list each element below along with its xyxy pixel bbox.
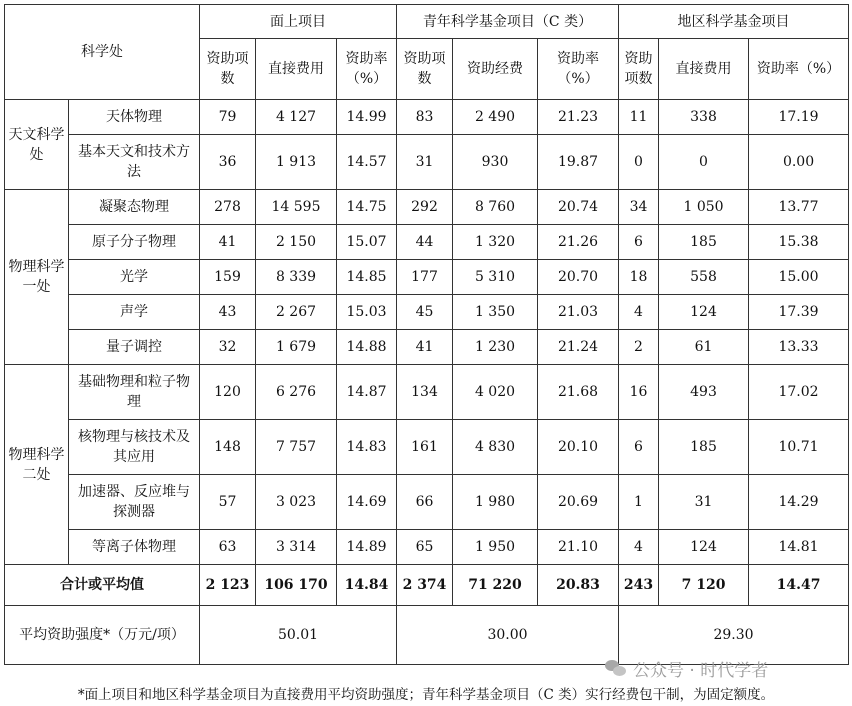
value-cell: 6 276 <box>256 365 337 420</box>
value-cell: 120 <box>200 365 256 420</box>
value-cell: 3 314 <box>256 530 337 565</box>
value-cell: 16 <box>619 365 659 420</box>
value-cell: 14.69 <box>337 475 397 530</box>
value-cell: 1 350 <box>453 295 538 330</box>
value-cell: 45 <box>397 295 453 330</box>
value-cell: 63 <box>200 530 256 565</box>
value-cell: 161 <box>397 420 453 475</box>
header-youth: 青年科学基金项目（C 类） <box>397 5 619 39</box>
value-cell: 34 <box>619 190 659 225</box>
value-cell: 0 <box>659 135 749 190</box>
average-general: 50.01 <box>200 606 397 665</box>
table-row <box>5 190 849 225</box>
value-cell: 4 127 <box>256 100 337 135</box>
value-cell: 338 <box>659 100 749 135</box>
value-cell: 2 150 <box>256 225 337 260</box>
total-value: 2 374 <box>397 565 453 606</box>
total-label: 合计或平均值 <box>5 565 200 606</box>
header-general-count: 资助项数 <box>200 39 256 100</box>
header-region-count: 资助项数 <box>619 39 659 100</box>
value-cell: 14.75 <box>337 190 397 225</box>
value-cell: 20.10 <box>538 420 619 475</box>
field-name: 基础物理和粒子物理 <box>69 365 200 420</box>
value-cell: 13.33 <box>749 330 849 365</box>
funding-table <box>4 4 849 665</box>
total-value: 14.84 <box>337 565 397 606</box>
table-row <box>5 100 849 135</box>
value-cell: 20.70 <box>538 260 619 295</box>
field-name: 等离子体物理 <box>69 530 200 565</box>
value-cell: 2 <box>619 330 659 365</box>
value-cell: 32 <box>200 330 256 365</box>
table-row <box>5 530 849 565</box>
average-label: 平均资助强度*（万元/项） <box>5 606 200 665</box>
value-cell: 124 <box>659 295 749 330</box>
table-row <box>5 475 849 530</box>
value-cell: 20.69 <box>538 475 619 530</box>
value-cell: 19.87 <box>538 135 619 190</box>
field-name: 核物理与核技术及其应用 <box>69 420 200 475</box>
value-cell: 2 490 <box>453 100 538 135</box>
header-youth-funding: 资助经费 <box>453 39 538 100</box>
value-cell: 14.81 <box>749 530 849 565</box>
header-youth-rate: 资助率（%） <box>538 39 619 100</box>
field-name: 加速器、反应堆与探测器 <box>69 475 200 530</box>
value-cell: 14.88 <box>337 330 397 365</box>
value-cell: 13.77 <box>749 190 849 225</box>
value-cell: 18 <box>619 260 659 295</box>
value-cell: 14.85 <box>337 260 397 295</box>
value-cell: 21.26 <box>538 225 619 260</box>
value-cell: 15.38 <box>749 225 849 260</box>
field-name: 凝聚态物理 <box>69 190 200 225</box>
total-value: 14.47 <box>749 565 849 606</box>
value-cell: 7 757 <box>256 420 337 475</box>
value-cell: 10.71 <box>749 420 849 475</box>
value-cell: 14.99 <box>337 100 397 135</box>
group-name: 天文科学处 <box>5 100 69 190</box>
value-cell: 4 <box>619 530 659 565</box>
value-cell: 65 <box>397 530 453 565</box>
total-value: 106 170 <box>256 565 337 606</box>
value-cell: 21.03 <box>538 295 619 330</box>
value-cell: 930 <box>453 135 538 190</box>
value-cell: 21.68 <box>538 365 619 420</box>
table-row <box>5 420 849 475</box>
value-cell: 4 <box>619 295 659 330</box>
group-name: 物理科学二处 <box>5 365 69 565</box>
value-cell: 43 <box>200 295 256 330</box>
value-cell: 4 020 <box>453 365 538 420</box>
value-cell: 41 <box>200 225 256 260</box>
value-cell: 61 <box>659 330 749 365</box>
value-cell: 20.74 <box>538 190 619 225</box>
value-cell: 57 <box>200 475 256 530</box>
value-cell: 1 <box>619 475 659 530</box>
value-cell: 185 <box>659 225 749 260</box>
value-cell: 1 320 <box>453 225 538 260</box>
field-name: 量子调控 <box>69 330 200 365</box>
total-value: 7 120 <box>659 565 749 606</box>
total-value: 2 123 <box>200 565 256 606</box>
value-cell: 8 760 <box>453 190 538 225</box>
value-cell: 17.39 <box>749 295 849 330</box>
value-cell: 17.19 <box>749 100 849 135</box>
value-cell: 14.87 <box>337 365 397 420</box>
value-cell: 31 <box>659 475 749 530</box>
value-cell: 14.89 <box>337 530 397 565</box>
value-cell: 11 <box>619 100 659 135</box>
average-youth: 30.00 <box>397 606 619 665</box>
value-cell: 177 <box>397 260 453 295</box>
header-region-rate: 资助率（%） <box>749 39 849 100</box>
header-youth-count: 资助项数 <box>397 39 453 100</box>
value-cell: 17.02 <box>749 365 849 420</box>
value-cell: 44 <box>397 225 453 260</box>
value-cell: 8 339 <box>256 260 337 295</box>
value-cell: 36 <box>200 135 256 190</box>
value-cell: 1 679 <box>256 330 337 365</box>
header-region-cost: 直接费用 <box>659 39 749 100</box>
value-cell: 21.24 <box>538 330 619 365</box>
value-cell: 6 <box>619 225 659 260</box>
value-cell: 558 <box>659 260 749 295</box>
watermark-text: 公众号 · 时代学者 <box>633 660 769 681</box>
total-row <box>5 565 849 606</box>
table-row <box>5 260 849 295</box>
value-cell: 41 <box>397 330 453 365</box>
value-cell: 5 310 <box>453 260 538 295</box>
value-cell: 1 050 <box>659 190 749 225</box>
wechat-icon <box>605 657 627 679</box>
value-cell: 15.00 <box>749 260 849 295</box>
total-value: 71 220 <box>453 565 538 606</box>
value-cell: 0 <box>619 135 659 190</box>
value-cell: 1 980 <box>453 475 538 530</box>
value-cell: 0.00 <box>749 135 849 190</box>
value-cell: 1 913 <box>256 135 337 190</box>
value-cell: 148 <box>200 420 256 475</box>
field-name: 基本天文和技术方法 <box>69 135 200 190</box>
value-cell: 124 <box>659 530 749 565</box>
total-value: 243 <box>619 565 659 606</box>
value-cell: 185 <box>659 420 749 475</box>
value-cell: 1 230 <box>453 330 538 365</box>
value-cell: 83 <box>397 100 453 135</box>
value-cell: 6 <box>619 420 659 475</box>
value-cell: 31 <box>397 135 453 190</box>
watermark <box>605 655 830 681</box>
value-cell: 14.29 <box>749 475 849 530</box>
value-cell: 79 <box>200 100 256 135</box>
value-cell: 14.83 <box>337 420 397 475</box>
table-row <box>5 365 849 420</box>
value-cell: 66 <box>397 475 453 530</box>
value-cell: 4 830 <box>453 420 538 475</box>
value-cell: 3 023 <box>256 475 337 530</box>
field-name: 声学 <box>69 295 200 330</box>
value-cell: 14 595 <box>256 190 337 225</box>
total-value: 20.83 <box>538 565 619 606</box>
table-row <box>5 330 849 365</box>
value-cell: 15.07 <box>337 225 397 260</box>
header-general: 面上项目 <box>200 5 397 39</box>
header-general-cost: 直接费用 <box>256 39 337 100</box>
table-row <box>5 135 849 190</box>
value-cell: 15.03 <box>337 295 397 330</box>
value-cell: 159 <box>200 260 256 295</box>
field-name: 原子分子物理 <box>69 225 200 260</box>
value-cell: 292 <box>397 190 453 225</box>
value-cell: 21.10 <box>538 530 619 565</box>
footnote: *面上项目和地区科学基金项目为直接费用平均资助强度；青年科学基金项目（C 类）实行经费包干制，为固定额度。 <box>77 687 775 703</box>
field-name: 光学 <box>69 260 200 295</box>
field-name: 天体物理 <box>69 100 200 135</box>
average-region: 29.30 <box>619 606 849 665</box>
header-dept: 科学处 <box>5 5 200 100</box>
value-cell: 2 267 <box>256 295 337 330</box>
table-row <box>5 295 849 330</box>
value-cell: 134 <box>397 365 453 420</box>
value-cell: 278 <box>200 190 256 225</box>
group-name: 物理科学一处 <box>5 190 69 365</box>
value-cell: 21.23 <box>538 100 619 135</box>
value-cell: 1 950 <box>453 530 538 565</box>
header-region: 地区科学基金项目 <box>619 5 849 39</box>
header-general-rate: 资助率（%） <box>337 39 397 100</box>
value-cell: 14.57 <box>337 135 397 190</box>
value-cell: 493 <box>659 365 749 420</box>
table-row <box>5 225 849 260</box>
